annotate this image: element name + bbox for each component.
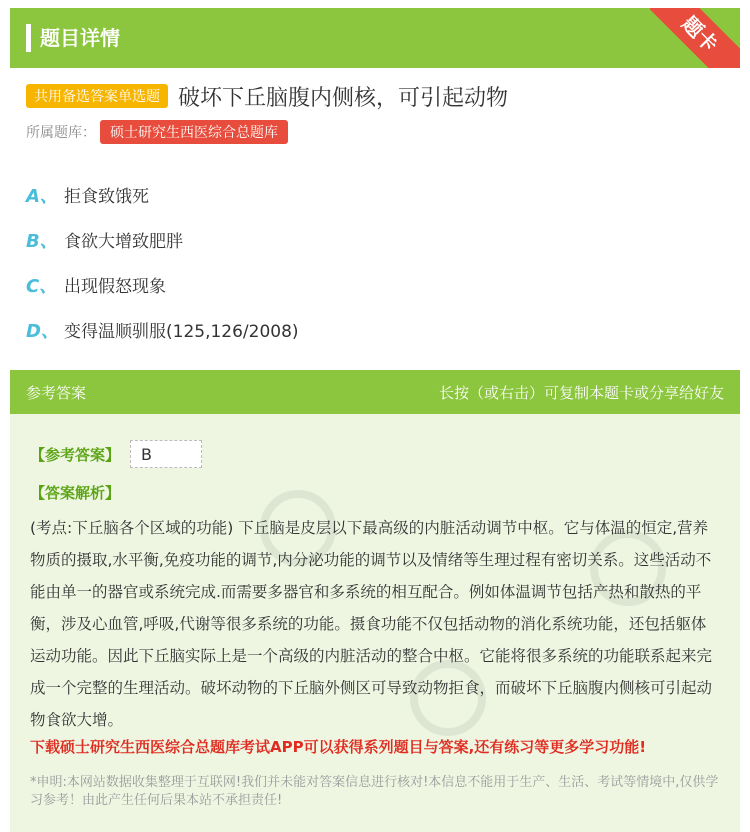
question-line: [26, 82, 508, 110]
corner-badge-label: 题卡: [650, 8, 740, 68]
answer-panel-title: 参考答案: [26, 384, 87, 402]
option-letter: C、: [26, 275, 58, 297]
bank-label: 所属题库：: [26, 125, 96, 141]
header-accent-bar: [26, 24, 31, 52]
option-text: 拒食致饿死: [64, 187, 149, 207]
answer-panel: [10, 370, 740, 832]
share-hint: 长按（或右击）可复制本题卡或分享给好友: [438, 384, 724, 402]
analysis-text: (考点:下丘脑各个区域的功能) 下丘脑是皮层以下最高级的内脏活动调节中枢。它与体温的恒定,营养物质的摄取,水平衡,免疫功能的调节,内分泌功能的调节以及情绪等生理过程有密切关系。这些活动不能由单一的器官或系统完成.而需要多器官和多系统的相互配合。例如体温调节包括产热和散热的平衡，涉及心血管,呼吸,代谢等很多系统的功能。摄食功能不仅包括动物的消化系统功能，还包括躯体运动功能。因此下丘脑实际上是一个高级的内脏活动的整合中枢。它能将很多系统的功能联系起来完成一个完整的生理活动。破坏动物的下丘脑外侧区可导致动物拒食，而破坏下丘脑腹内侧核可引起动物食欲大增。: [30, 519, 713, 729]
bank-name-tag[interactable]: 硕士研究生西医综合总题库: [100, 120, 288, 144]
option-text: 变得温顺驯服(125,126/2008): [64, 322, 299, 342]
question-type-tag: 共用备选答案单选题: [26, 84, 168, 108]
header-title: 题目详情: [40, 26, 120, 50]
option-text: 出现假怒现象: [64, 277, 166, 297]
bank-line: [26, 120, 288, 144]
option-letter: D、: [26, 320, 59, 342]
options-list: [26, 172, 299, 352]
option-letter: B、: [26, 230, 58, 252]
option-letter: A、: [26, 185, 58, 207]
app-promo-link[interactable]: 下载硕士研究生西医综合总题库考试APP可以获得系列题目与答案,还有练习等更多学习功能!: [30, 738, 647, 756]
option-b[interactable]: [26, 217, 299, 262]
detail-header: [10, 8, 740, 68]
question-title: 破坏下丘脑腹内侧核，可引起动物: [178, 85, 509, 111]
answer-panel-header: [10, 370, 740, 414]
option-text: 食欲大增致肥胖: [64, 232, 183, 252]
disclaimer-text: *申明:本网站数据收集整理于互联网!我们并未能对答案信息进行核对!本信息不能用于生产、生活、考试等情境中,仅供学习参考！由此产生任何后果本站不承担责任!: [30, 775, 719, 808]
option-c[interactable]: [26, 262, 299, 307]
reference-answer-label: 【参考答案】: [30, 445, 121, 464]
option-a[interactable]: [26, 172, 299, 217]
analysis-label: 【答案解析】: [30, 484, 121, 502]
reference-answer-line: [30, 440, 202, 468]
option-d[interactable]: [26, 307, 299, 352]
corner-badge: [650, 8, 740, 68]
reference-answer-value: B: [130, 440, 202, 468]
